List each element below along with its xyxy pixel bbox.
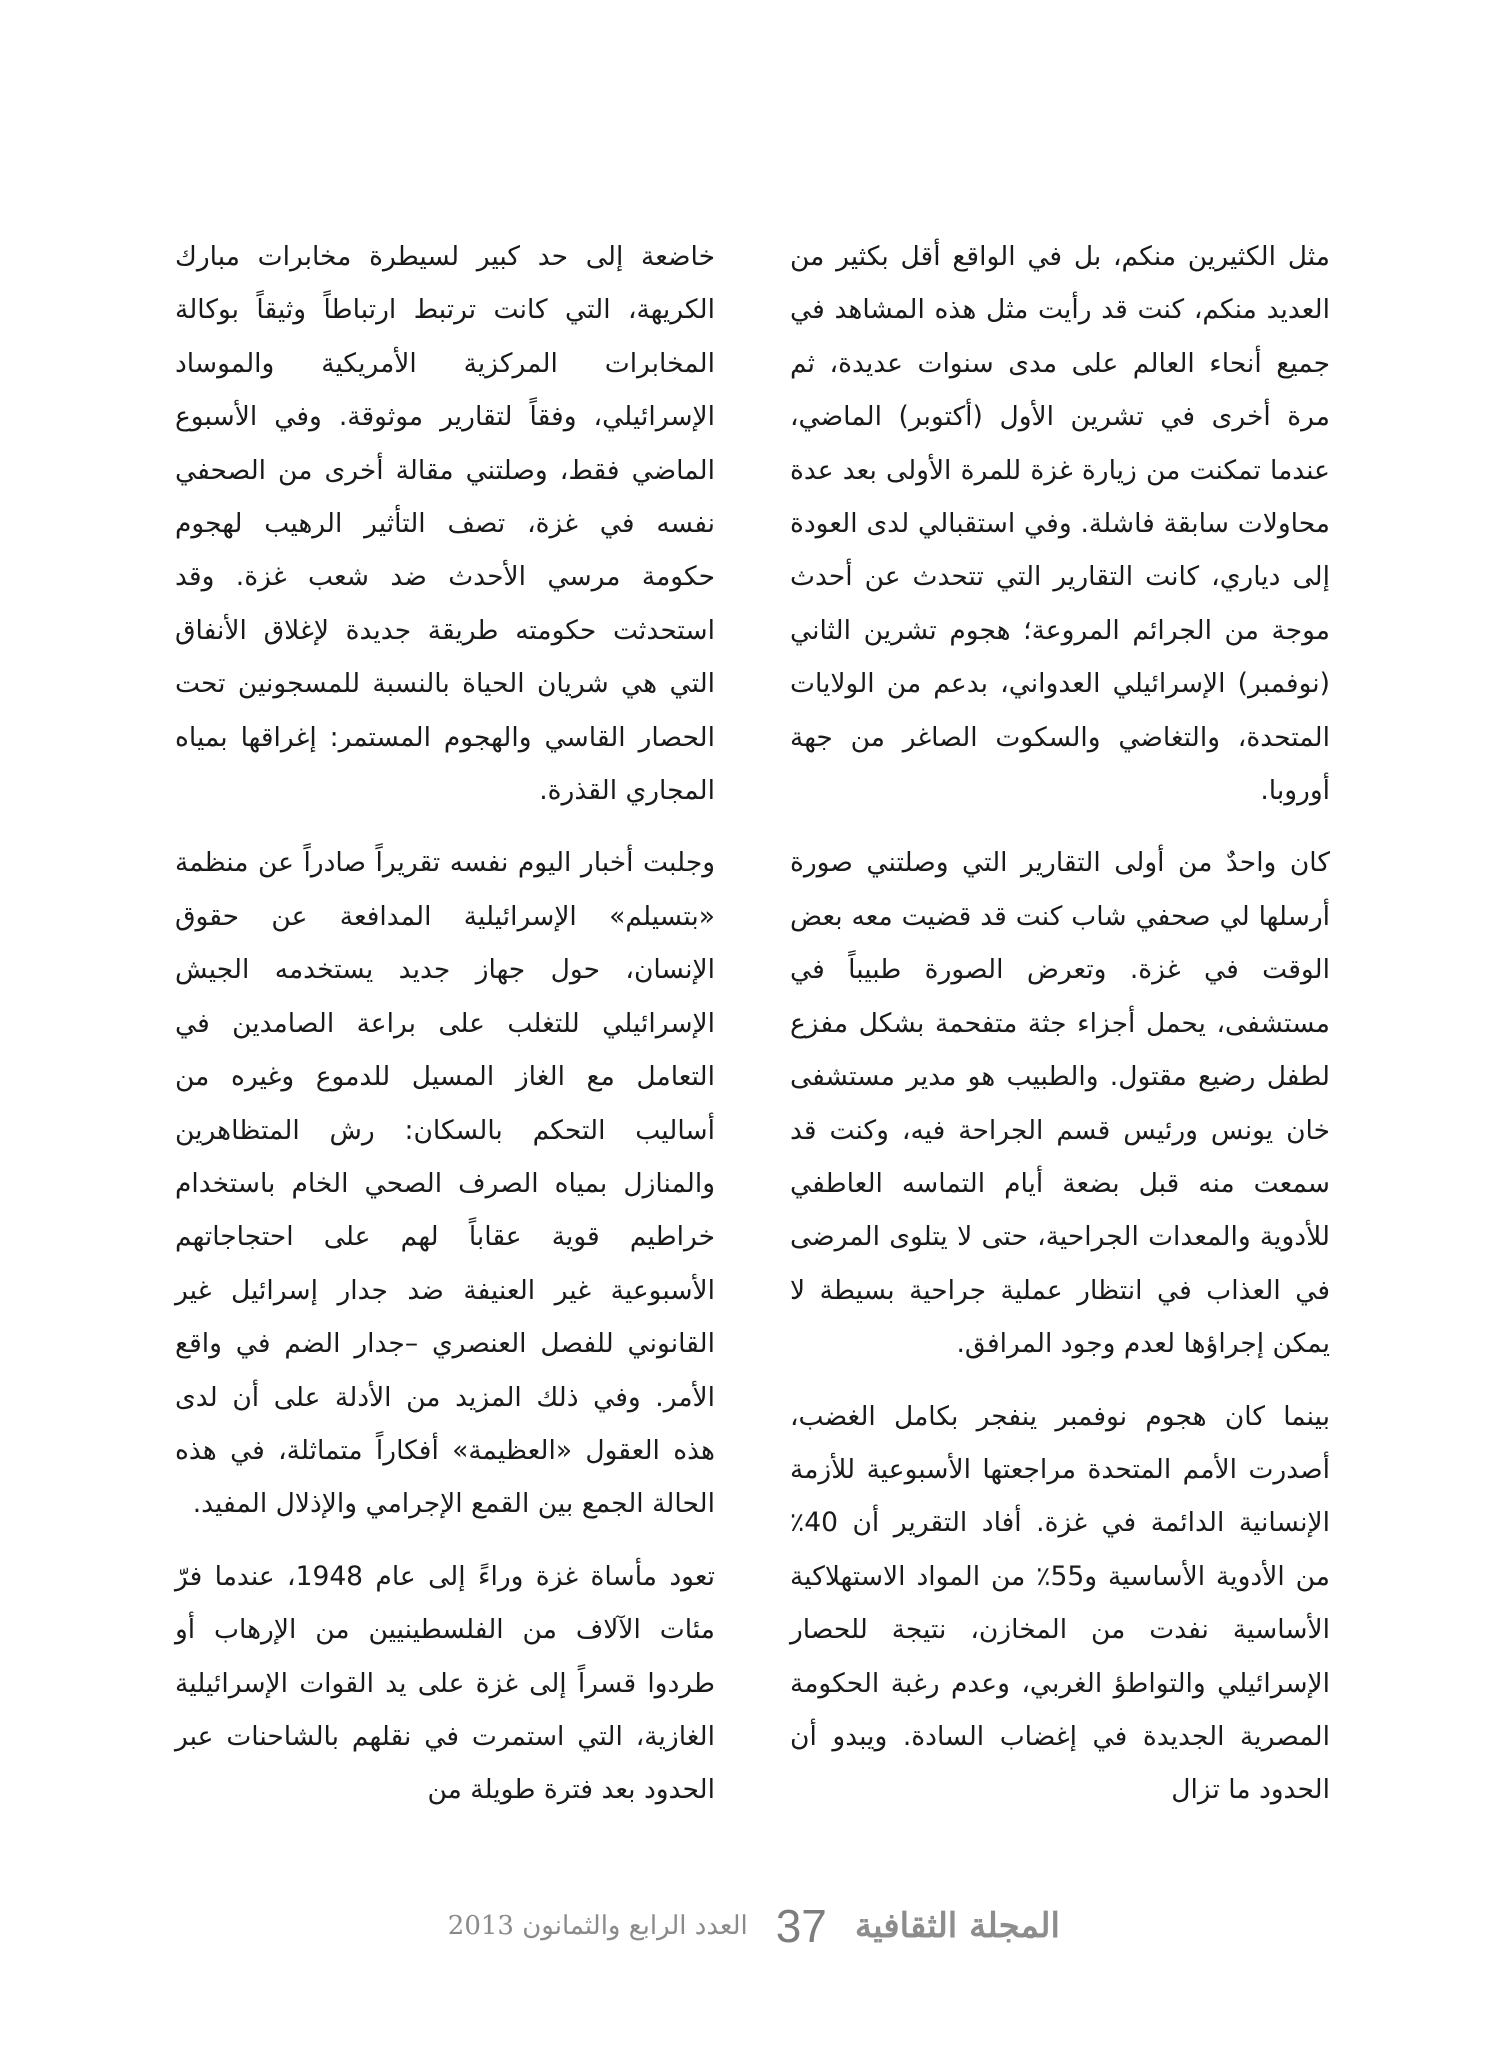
paragraph: وجلبت أخبار اليوم نفسه تقريراً صادراً عن منظمة «بتسيلم» الإسرائيلية المدافعة عن حقوق الإنسان، حول جهاز جديد يستخدمه الجيش الإسرائيلي للتغلب على براعة الصامدين في التعامل مع الغاز المسيل للدموع وغيره من أساليب التحكم بالسكان: رش المتظاهرين والمنازل بمياه الصرف الصحي الخام باستخدام خراطيم قوية عقاباً لهم على احتجاجاتهم الأسبوعية غير العنيفة ضد جدار إسرائيل غير القانوني للفصل العنصري –جدار الضم في واقع الأمر. وفي ذلك المزيد من الأدلة على أن لدى هذه العقول «العظيمة» أفكاراً متماثلة، في هذه الحالة الجمع بين القمع الإجرامي والإذلال المفيد. — [175, 847, 715, 1520]
magazine-name: المجلة الثقافية — [854, 1906, 1060, 1946]
page-footer — [440, 1896, 1060, 1956]
paragraph: خاضعة إلى حد كبير لسيطرة مخابرات مبارك الكريهة، التي كانت ترتبط ارتباطاً وثيقاً بوكالة المخابرات المركزية الأمريكية والموساد الإسرائيلي، وفقاً لتقارير موثوقة. وفي الأسبوع الماضي فقط، وصلتني مقالة أخرى من الصحفي نفسه في غزة، تصف التأثير الرهيب لهجوم حكومة مرسي الأحدث ضد شعب غزة. وقد استحدثت حكومته طريقة جديدة لإغلاق الأنفاق التي هي شريان الحياة بالنسبة للمسجونين تحت الحصار القاسي والهجوم المستمر: إغراقها بمياه المجاري القذرة. — [175, 241, 715, 807]
article-column-left — [175, 230, 715, 1836]
paragraph: مثل الكثيرين منكم، بل في الواقع أقل بكثير من العديد منكم، كنت قد رأيت مثل هذه المشاهد في جميع أنحاء العالم على مدى سنوات عديدة، ثم مرة أخرى في تشرين الأول (أكتوبر) الماضي، عندما تمكنت من زيارة غزة للمرة الأولى بعد عدة محاولات سابقة فاشلة. وفي استقبالي لدى العودة إلى دياري، كانت التقارير التي تتحدث عن أحدث موجة من الجرائم المروعة؛ هجوم تشرين الثاني (نوفمبر) الإسرائيلي العدواني، بدعم من الولايات المتحدة، والتغاضي والسكوت الصاغر من جهة أوروبا. — [790, 241, 1330, 807]
article-column-right — [790, 230, 1330, 1836]
paragraph: كان واحدٌ من أولى التقارير التي وصلتني صورة أرسلها لي صحفي شاب كنت قد قضيت معه بعض الوقت في غزة. وتعرض الصورة طبيباً في مستشفى، يحمل أجزاء جثة متفحمة بشكل مفزع لطفل رضيع مقتول. والطبيب هو مدير مستشفى خان يونس ورئيس قسم الجراحة فيه، وكنت قد سمعت منه قبل بضعة أيام التماسه العاطفي للأدوية والمعدات الجراحية، حتى لا يتلوى المرضى في العذاب في انتظار عملية جراحية بسيطة لا يمكن إجراؤها لعدم وجود المرافق. — [790, 847, 1330, 1360]
issue-label: العدد الرابع والثمانون 2013 — [447, 1911, 748, 1941]
paragraph: بينما كان هجوم نوفمبر ينفجر بكامل الغضب، أصدرت الأمم المتحدة مراجعتها الأسبوعية للأزمة الإنسانية الدائمة في غزة. أفاد التقرير أن 40٪ من الأدوية الأساسية و55٪ من المواد الاستهلاكية الأساسية نفدت من المخازن، نتيجة للحصار الإسرائيلي والتواطؤ الغربي، وعدم رغبة الحكومة المصرية الجديدة في إغضاب السادة. ويبدو أن الحدود ما تزال — [790, 1400, 1330, 1806]
page-number: 37 — [775, 1900, 827, 1952]
paragraph: تعود مأساة غزة وراءً إلى عام 1948، عندما فرّ مئات الآلاف من الفلسطينيين من الإرهاب أو طردوا قسراً إلى غزة على يد القوات الإسرائيلية الغازية، التي استمرت في نقلهم بالشاحنات عبر الحدود بعد فترة طويلة من — [175, 1560, 715, 1806]
